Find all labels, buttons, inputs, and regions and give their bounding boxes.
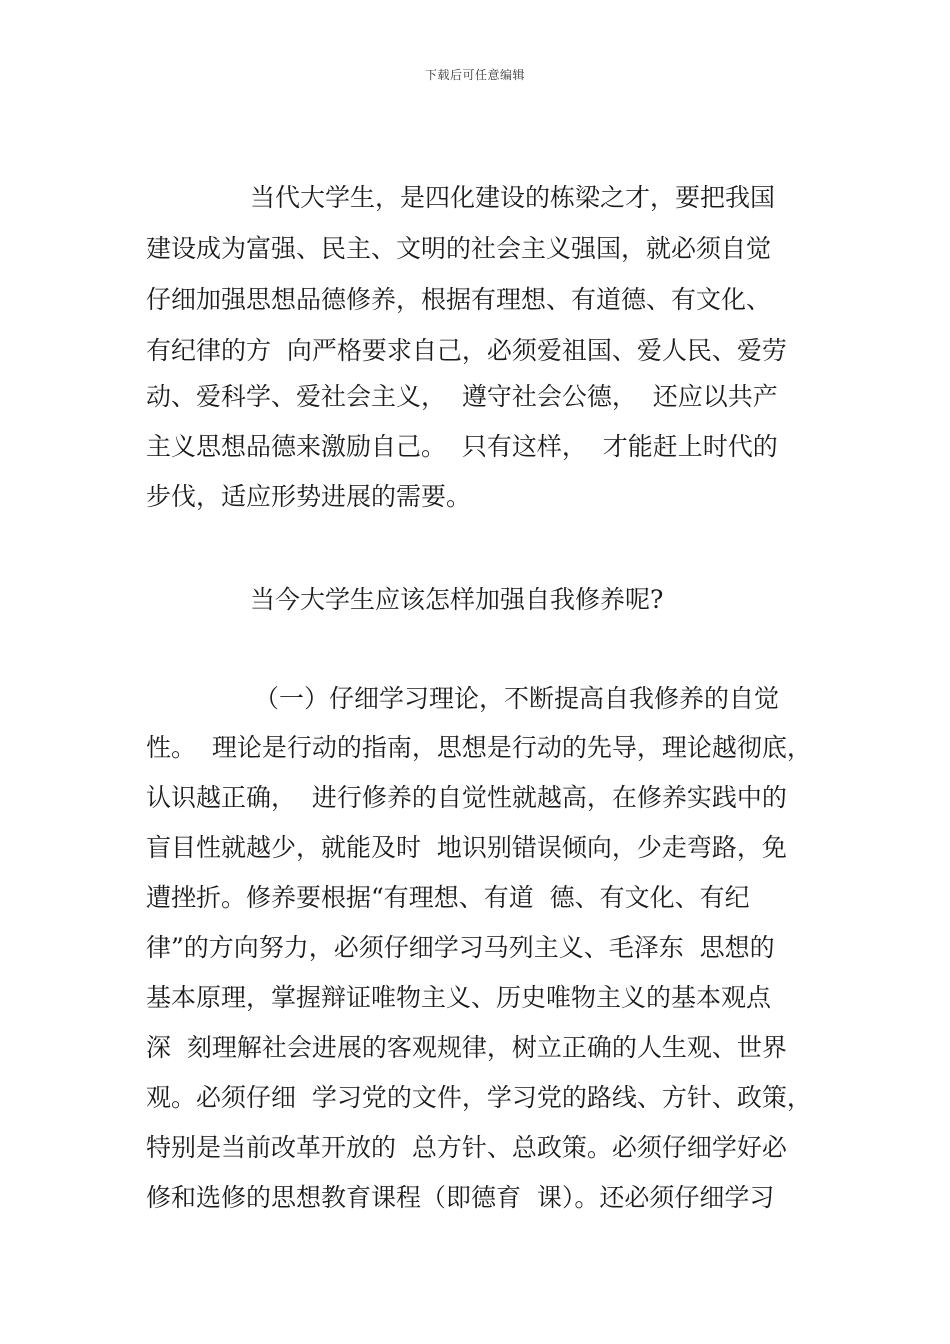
text-line: 遭挫折。修养要根据“有理想、有道 德、有文化、有纪 — [146, 883, 750, 912]
text-line: 修和选修的思想教育课程（即德育 课）。还必须仔细学习 — [146, 1183, 775, 1212]
text-line: （一）仔细学习理论，不断提高自我修养的自觉 — [254, 684, 780, 713]
text-line: 有纪律的方 向严格要求自己，必须爱祖国、爱人民、爱劳 — [146, 336, 787, 365]
text-line: 特别是当前改革开放的 总方针、总政策。必须仔细学好必 — [146, 1133, 787, 1162]
text-line: 基本原理，掌握辩证唯物主义、历史唯物主义的基本观点 — [146, 983, 772, 1012]
text-line: 深 刻理解社会进展的客观规律，树立正确的人生观、世界 — [146, 1033, 787, 1062]
text-line: 步伐，适应形势进展的需要。 — [146, 482, 472, 511]
text-line: 认识越正确， 进行修养的自觉性就越高，在修养实践中的 — [146, 783, 787, 812]
text-line: 仔细加强思想品德修养，根据有理想、有道德、有文化、 — [146, 285, 772, 314]
text-line: 当代大学生，是四化建设的栋梁之才，要把我国 — [250, 183, 776, 212]
section-question: 当今大学生应该怎样加强自我修养呢? — [250, 585, 664, 614]
text-line: 建设成为富强、民主、文明的社会主义强国，就必须自觉 — [146, 234, 772, 263]
text-line: 性。 理论是行动的指南，思想是行动的先导，理论越彻底， — [146, 733, 812, 762]
page-header: 下载后可任意编辑 — [424, 68, 525, 82]
text-line: 观。必须仔细 学习党的文件，学习党的路线、方针、政策， — [146, 1083, 812, 1112]
text-line: 主义思想品德来激励自己。 只有这样， 才能赶上时代的 — [146, 432, 778, 461]
text-line: 动、爱科学、爱社会主义， 遵守社会公德， 还应以共产 — [146, 382, 778, 411]
text-line: 盲目性就越少，就能及时 地识别错误倾向，少走弯路，免 — [146, 833, 787, 862]
text-line: 律”的方向努力，必须仔细学习马列主义、毛泽东 思想的 — [146, 933, 775, 962]
